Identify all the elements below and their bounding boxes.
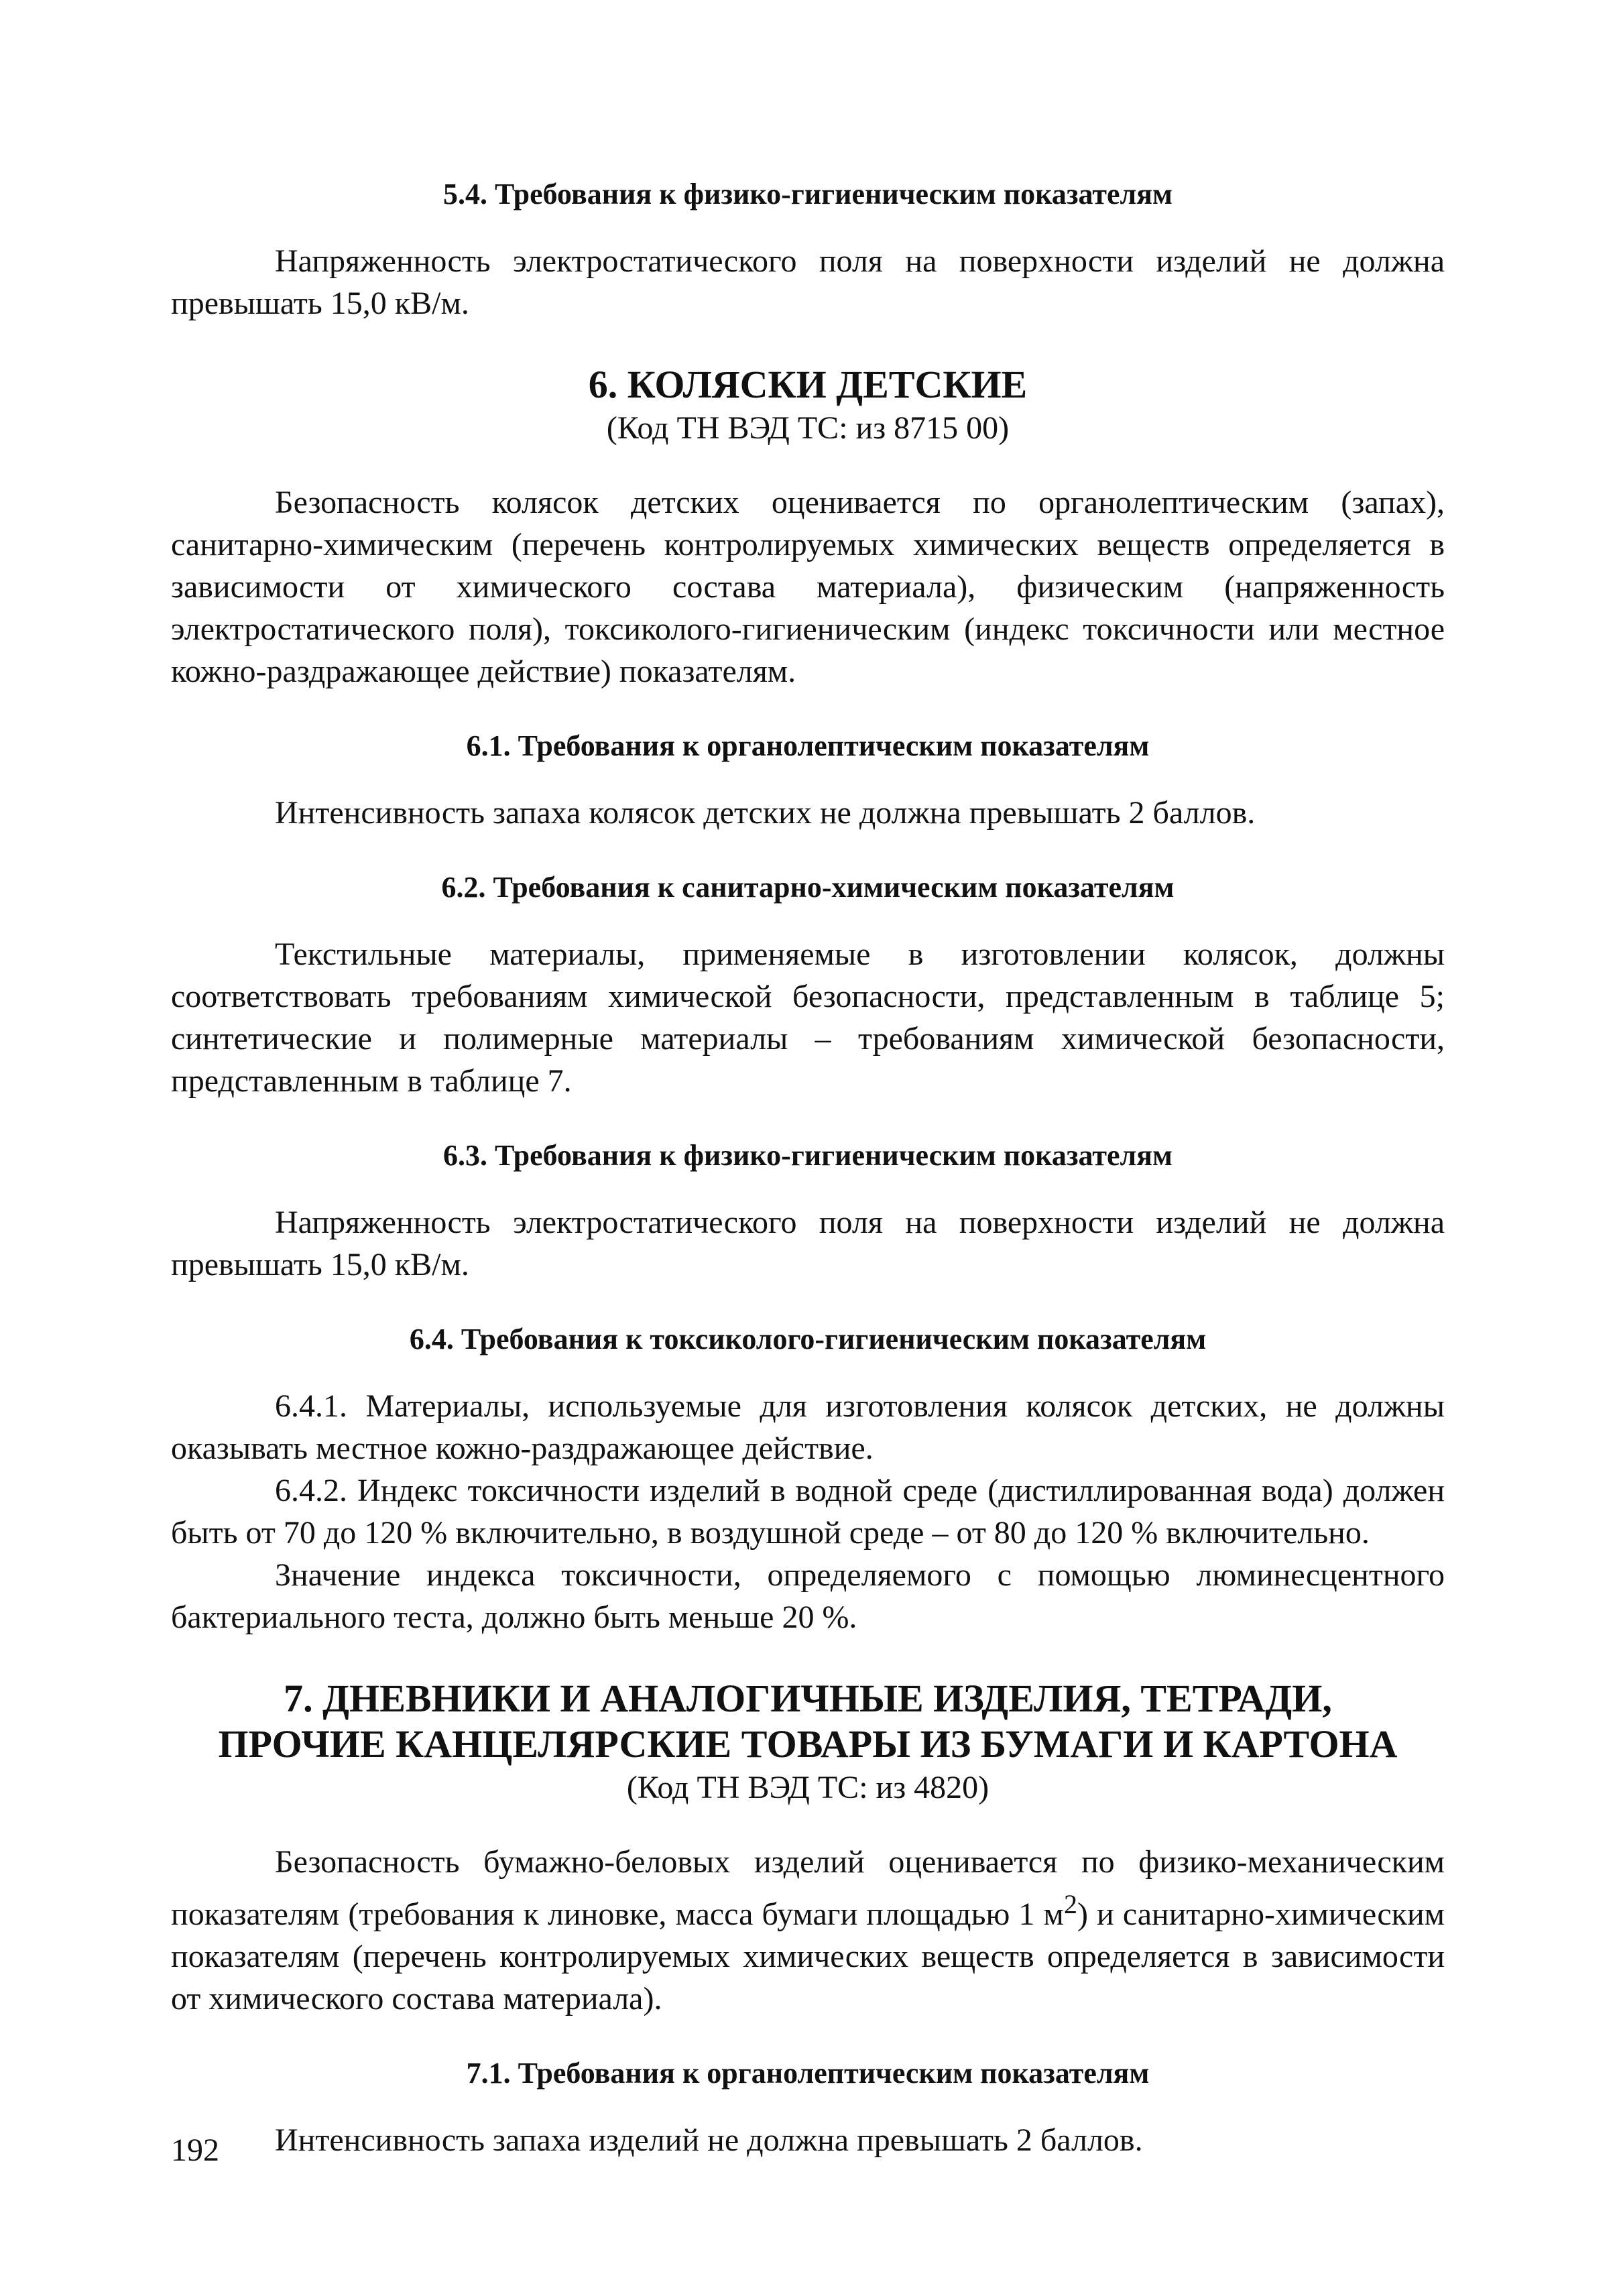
section-7-1-text: Интенсивность запаха изделий не должна превышать 2 баллов.: [275, 2122, 1143, 2158]
section-6-1-heading: 6.1. Требования к органолептическим показателям: [466, 729, 1150, 762]
section-6-2-heading: 6.2. Требования к санитарно-химическим показателям: [441, 871, 1175, 904]
page-number: 192: [171, 2132, 219, 2168]
section-6-heading: 6. КОЛЯСКИ ДЕТСКИЕ: [588, 363, 1028, 406]
section-6-3-heading: 6.3. Требования к физико-гигиеническим показателям: [442, 1139, 1173, 1172]
section-6-2-text: Текстильные материалы, применяемые в изготовлении колясок, должны соответствовать требованиям химической безопасности, представленным в таблице 5; синтетические и полимерные материалы – требованиям химической безопасности, представленным в таблице 7.: [171, 936, 1445, 1099]
section-6-4-2-text: 6.4.2. Индекс токсичности изделий в водной среде (дистиллированная вода) должен быть от 70 до 120 % включительно, в воздушной среде – от 80 до 120 % включительно.: [171, 1473, 1445, 1551]
section-6-code: (Код ТН ВЭД ТС: из 8715 00): [606, 410, 1010, 446]
section-6-intro: Безопасность колясок детских оценивается по органолептическим (запах), санитарно-химическим (перечень контролируемых химических веществ определяется в зависимости от химического состава материала), физическим (напряженность электростатического поля), токсиколого-гигиеническим (индекс токсичности или местное кожно-раздражающее действие) показателям.: [171, 485, 1445, 689]
section-7-intro-part-1: Безопасность бумажно-беловых изделий оценивается по физико-механическим показателям (требования к линовке, масса бумаги площадью 1 м: [171, 1844, 1445, 1932]
section-6-3-text: Напряженность электростатического поля на поверхности изделий не должна превышать 15,0 кВ/м.: [171, 1205, 1445, 1282]
section-6-1-text: Интенсивность запаха колясок детских не должна превышать 2 баллов.: [275, 795, 1256, 831]
section-7-1-heading: 7.1. Требования к органолептическим показателям: [466, 2057, 1150, 2090]
section-5-4-heading: 5.4. Требования к физико-гигиеническим показателям: [442, 178, 1173, 210]
section-6-4-note-text: Значение индекса токсичности, определяемого с помощью люминесцентного бактериального теста, должно быть меньше 20 %.: [171, 1557, 1445, 1635]
section-6-4-1-text: 6.4.1. Материалы, используемые для изготовления колясок детских, не должны оказывать местное кожно-раздражающее действие.: [171, 1388, 1445, 1466]
square-meter-superscript: 2: [1063, 1889, 1077, 1919]
section-5-4-text: Напряженность электростатического поля на поверхности изделий не должна превышать 15,0 кВ/м.: [171, 243, 1445, 321]
section-7-heading-line-2: ПРОЧИЕ КАНЦЕЛЯРСКИЕ ТОВАРЫ ИЗ БУМАГИ И КАРТОНА: [218, 1722, 1398, 1766]
section-7-code: (Код ТН ВЭД ТС: из 4820): [626, 1770, 989, 1805]
section-7-heading-line-1: 7. ДНЕВНИКИ И АНАЛОГИЧНЫЕ ИЗДЕЛИЯ, ТЕТРАДИ,: [284, 1677, 1332, 1720]
document-page: [171, 173, 1445, 2161]
section-6-4-heading: 6.4. Требования к токсиколого-гигиеническим показателям: [409, 1323, 1207, 1355]
section-7-intro-part-2: ) и санитарно-химическим показателям (перечень контролируемых химических веществ определяется в зависимости от химического состава материала).: [171, 1896, 1445, 2016]
section-7-intro: [171, 1841, 1445, 2020]
